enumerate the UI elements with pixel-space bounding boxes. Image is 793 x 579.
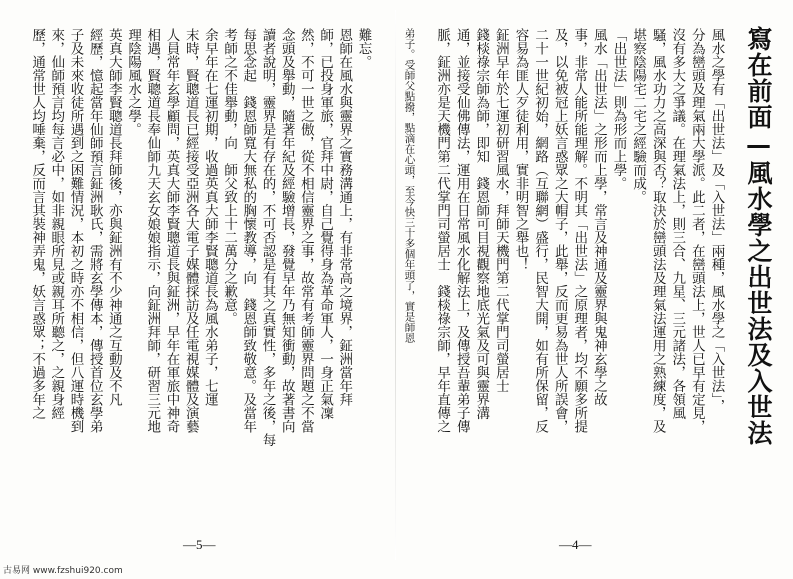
right-text-column: 及，以免被冠上妖言惑眾之大帽子，此舉，反而更易為世人所誤會， xyxy=(551,28,568,433)
right-text-column: 通，並接受仙佛傳法，運用在日常風水化解法上，及傳授吾輩弟子傳 xyxy=(453,28,470,433)
left-text-column: 然，不可一世之傲，從不相信靈界之事，故常有考師靈界問題之不當 xyxy=(297,28,314,433)
right-text-column: 鉦洲早年於七運初研習風水，拜師天機門第二代掌門司螢居士 xyxy=(492,28,509,393)
right-text-column: 事，非常人能所能理解。不明其「出世法」之原理者，均不願多所提 xyxy=(571,28,588,433)
left-page-number: —5— xyxy=(183,537,216,552)
left-text-column: 考師之不佳舉動，向 師父致上十二萬分之歉意。 xyxy=(221,28,238,325)
right-text-column: 二十一世紀初始，網路（互聯網）盛行，民智大開，如有所保留，反 xyxy=(532,28,549,433)
left-text-column: 英真大師李賢聰道長拜師後，亦與鉦洲有不少神通之互動及不凡 xyxy=(105,28,122,406)
chapter-title: 寫在前面—風水學之出世法及入世法 xyxy=(744,26,773,446)
right-text-column: 容易為匪人歹徒利用，實非明智之舉也！ xyxy=(512,28,529,271)
right-text-column: 風水之學有「出世法」及「入世法」兩種，風水學之「入世法」， xyxy=(708,28,725,413)
left-text-column: 師，已投身軍旅，官拜中尉，自己覺得身為革命軍人，一身正氣凜 xyxy=(317,28,334,420)
right-page-number: —4— xyxy=(559,537,592,552)
right-small-note-column: 弟子。受師父點撥，點滴在心頭，至今快三十多個年頭了，實是師恩 xyxy=(403,28,416,343)
left-text-column: 難忘。 xyxy=(355,28,372,69)
right-page xyxy=(396,0,793,579)
right-text-column: 堪察陰陽宅二宅之經驗而成。 xyxy=(630,28,647,204)
left-text-column: 末時，賢聰道長已經接受亞洲各大電子媒體採訪及任電視媒體及演藝 xyxy=(182,28,199,433)
right-text-column: 「出世法」則為形而上學。 xyxy=(610,28,627,190)
left-text-column: 理陰陽風水之學。 xyxy=(125,28,142,136)
left-text-column: 經歷，憶起當年仙師預言鉦洲耿氏，需將玄學傳本，傳授首位玄學弟 xyxy=(86,28,103,433)
right-text-column: 錢棪祿宗師為師，即知 錢恩師可目視觀察地底光氣及可與靈界溝 xyxy=(473,28,490,420)
left-text-column: 每思念起 錢恩師寬大無私的胸懷教導，向 錢恩師致敬意。及當年 xyxy=(240,28,257,433)
left-text-column: 歷，通常世人均唾棄，反而言其裝神弄鬼，妖言惑眾；不過多年之 xyxy=(29,28,46,420)
left-text-column: 來，仙師預言均每言必中，如非親眼所見或親耳所聽之，之親身經 xyxy=(48,28,65,420)
right-text-column: 分為巒頭及理氣兩大學派。此二者，在巒頭法上，世人已早有定見， xyxy=(688,28,705,433)
footer-watermark: 古易网 www.fzshui920.com xyxy=(3,566,123,576)
left-text-column: 人員常年玄學顧問，英真大師李賢聰道長與鉦洲，早年在軍旅中神奇 xyxy=(163,28,180,433)
right-text-column: 脈，鉦洲亦是天機門第二代掌門司螢居士 錢棪祿宗師，早年直傳之 xyxy=(434,28,451,433)
left-text-column: 讀者說明，靈界是有存在的，不可否認是有其之真實性，多年之後，每 xyxy=(259,28,276,447)
right-text-column: 騷，風水功力之高深與否？取決於巒頭法及理氣法運用之熟練度，及 xyxy=(649,28,666,433)
left-text-column: 子及未來收徒所遇到之困難情況，本初之時亦不相信，但八運時機到 xyxy=(67,28,84,433)
right-text-column: 沒有多大之爭議。在理氣法上，則三合、九星、三元諸法，各領風 xyxy=(669,28,686,420)
left-page xyxy=(0,0,396,579)
right-text-column: 風水「出世法」之形而上學，常言及神通及靈界與鬼神玄學之故 xyxy=(590,28,607,406)
left-text-column: 念頭及舉動，隨著年紀及經驗增長，發覺早年乃無知衝動，故著書向 xyxy=(278,28,295,433)
left-text-column: 余早年在七運初期，收過英真大師李賢聰道長為風水弟子，七運 xyxy=(201,28,218,406)
left-text-column: 恩師在風水與靈界之實務溝通上，有非常高之境界，鉦洲當年拜 xyxy=(336,28,353,406)
left-text-column: 相遇，賢聰道長奉仙師九天玄女娘娘指示，向鉦洲拜師，研習三元地 xyxy=(144,28,161,433)
